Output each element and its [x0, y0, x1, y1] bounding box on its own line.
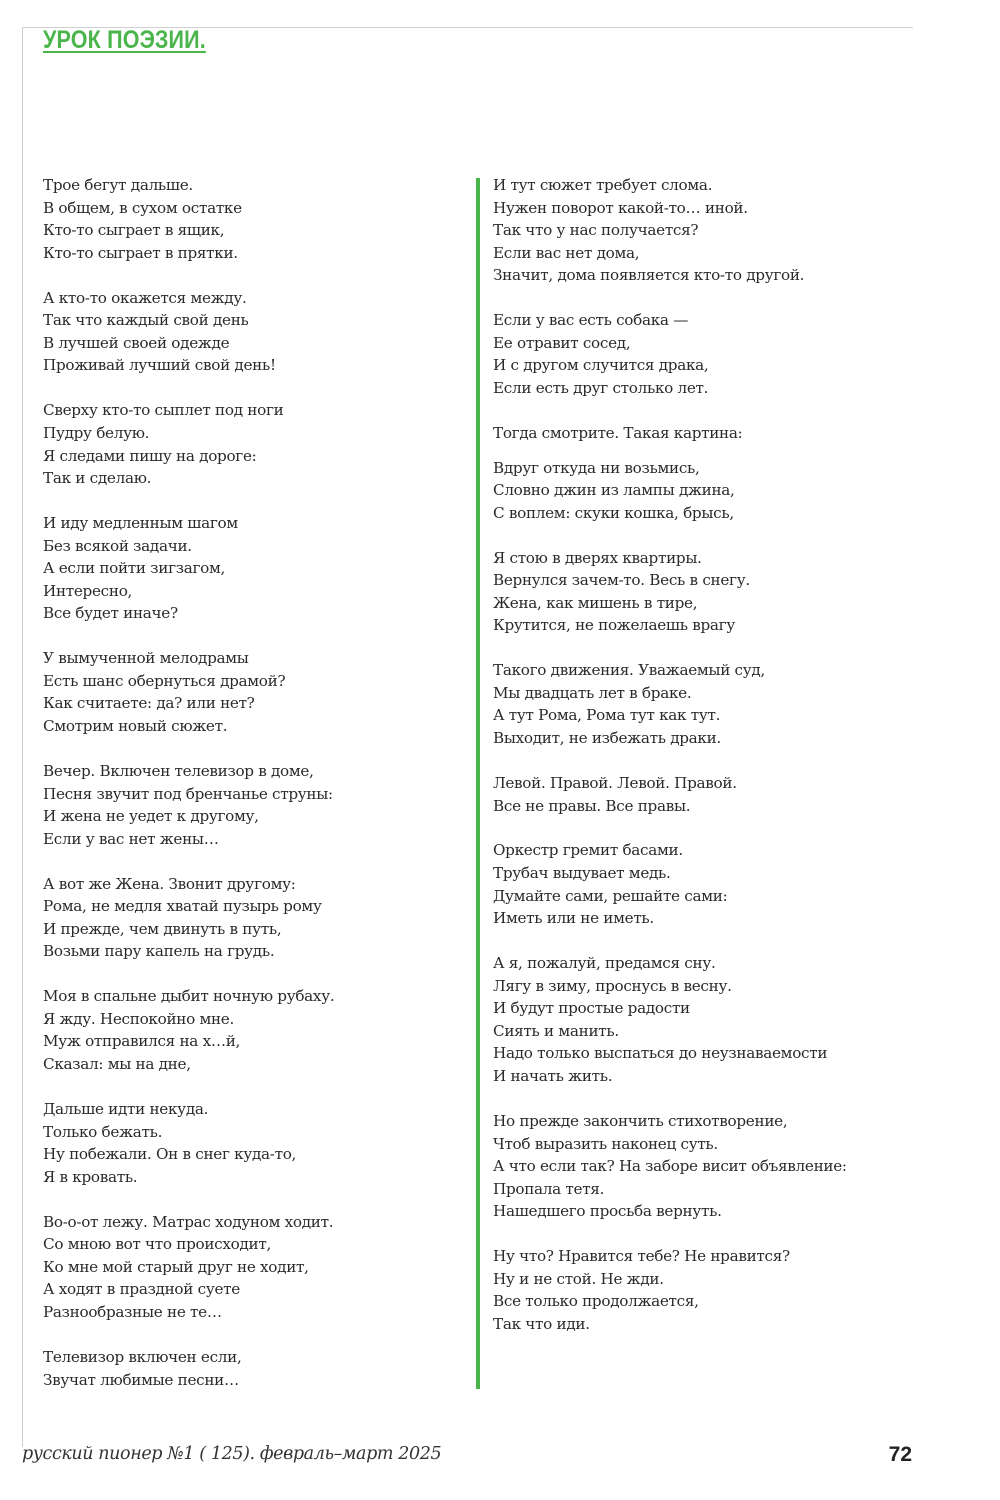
poem-line: Сиять и манить.	[493, 1021, 619, 1040]
poem-line: А что если так? На заборе висит объявление:	[493, 1157, 847, 1176]
poem-line: Надо только выспаться до неузнаваемости	[493, 1044, 828, 1063]
poem-line: Во-о-от лежу. Матрас ходуном ходит.	[43, 1212, 334, 1231]
poem-line: Трубач выдувает медь.	[493, 864, 671, 883]
poem-line: Моя в спальне дыбит ночную рубаху.	[43, 987, 335, 1006]
stanza	[43, 647, 463, 737]
poem-line: Вечер. Включен телевизор в доме,	[43, 761, 314, 780]
stanza	[43, 512, 463, 625]
magazine-credit: русский пионер №1 ( 125). февраль–март 2025	[22, 1444, 442, 1464]
poem-line: Так что иди.	[493, 1315, 590, 1334]
stanza	[493, 839, 933, 929]
stanza	[43, 760, 463, 850]
stanza	[493, 772, 933, 817]
poem-line: Так и сделаю.	[43, 469, 152, 488]
poem-line: Ко мне мой старый друг не ходит,	[43, 1257, 309, 1276]
stanza	[43, 873, 463, 963]
poem-line: Левой. Правой. Левой. Правой.	[493, 773, 737, 792]
poem-line: А вот же Жена. Звонит другому:	[43, 874, 296, 893]
poem-line: А если пойти зигзагом,	[43, 559, 226, 578]
poem-line: Но прежде закончить стихотворение,	[493, 1111, 788, 1130]
poem-line: Трое бегут дальше.	[43, 176, 193, 194]
poem-column-left	[43, 174, 463, 1413]
poem-line: Чтоб выразить наконец суть.	[493, 1134, 718, 1153]
poem-line: А я, пожалуй, предамся сну.	[493, 954, 716, 973]
poem-column-right	[493, 174, 933, 1358]
poem-line: Разнообразные не те…	[43, 1303, 222, 1322]
poem-line: Проживай лучший свой день!	[43, 356, 276, 375]
poem-line: Смотрим новый сюжет.	[43, 717, 228, 736]
stanza	[43, 1098, 463, 1188]
poem-line: Так что у нас получается?	[493, 221, 699, 240]
poem-line: Думайте сами, решайте сами:	[493, 886, 728, 905]
poem-line: А тут Рома, Рома тут как тут.	[493, 706, 721, 725]
poem-line: Ну и не стой. Не жди.	[493, 1269, 664, 1288]
poem-line: Все только продолжается,	[493, 1292, 699, 1311]
stanza	[493, 1110, 933, 1223]
poem-line: Ее отравит сосед,	[493, 333, 631, 352]
poem-line: Возьми пару капель на грудь.	[43, 942, 275, 961]
poem-line: Все не правы. Все правы.	[493, 796, 691, 815]
column-divider-rule	[476, 178, 480, 1389]
poem-line: А ходят в праздной суете	[43, 1280, 240, 1299]
poem-line: Если у вас есть собака —	[493, 311, 689, 330]
poem-line: Я стою в дверях квартиры.	[493, 548, 702, 567]
poem-line: И начать жить.	[493, 1067, 613, 1086]
poem-line: Ну побежали. Он в снег куда-то,	[43, 1145, 297, 1164]
poem-line: Сверху кто-то сыплет под ноги	[43, 401, 284, 420]
page-number: 72	[888, 1443, 912, 1466]
poem-line: Есть шанс обернуться драмой?	[43, 671, 286, 690]
poem-line: Только бежать.	[43, 1122, 163, 1141]
poem-line: Нашедшего просьба вернуть.	[493, 1202, 722, 1221]
stanza	[43, 1346, 463, 1391]
stanza	[43, 985, 463, 1075]
poem-line: Иметь или не иметь.	[493, 909, 654, 928]
poem-line: Значит, дома появляется кто-то другой.	[493, 266, 805, 285]
poem-line: У вымученной мелодрамы	[43, 649, 249, 668]
poem-line: Песня звучит под бренчанье струны:	[43, 784, 333, 803]
poem-line: Если вас нет дома,	[493, 243, 640, 262]
poem-line: Словно джин из лампы джина,	[493, 481, 735, 500]
stanza	[493, 1245, 933, 1335]
poem-line: Без всякой задачи.	[43, 536, 192, 555]
poem-line: И иду медленным шагом	[43, 514, 238, 533]
poem-line: Вдруг откуда ни возьмись,	[493, 458, 700, 477]
poem-line: Со мною вот что происходит,	[43, 1235, 271, 1254]
poem-line: Кто-то сыграет в ящик,	[43, 221, 225, 240]
poem-line: Кто-то сыграет в прятки.	[43, 243, 238, 262]
poem-line: Если у вас нет жены…	[43, 829, 219, 848]
poem-line: Выходит, не избежать драки.	[493, 729, 721, 748]
poem-line: Такого движения. Уважаемый суд,	[493, 661, 765, 680]
poem-line: Жена, как мишень в тире,	[493, 593, 698, 612]
poem-line: И с другом случится драка,	[493, 356, 709, 375]
poem-line: В общем, в сухом остатке	[43, 198, 242, 217]
poem-line: Вернулся зачем-то. Весь в снегу.	[493, 571, 750, 590]
poem-line: Дальше идти некуда.	[43, 1099, 209, 1118]
poem-line: Оркестр гремит басами.	[493, 841, 683, 860]
stanza	[493, 952, 933, 1088]
poem-line: Рома, не медля хватай пузырь рому	[43, 897, 322, 916]
poem-line: Я следами пишу на дороге:	[43, 446, 257, 465]
poem-line: Звучат любимые песни…	[43, 1370, 239, 1389]
stanza	[43, 174, 463, 264]
poem-line: Ну что? Нравится тебе? Не нравится?	[493, 1247, 790, 1266]
stanza	[493, 422, 933, 445]
poem-line: И прежде, чем двинуть в путь,	[43, 919, 282, 938]
poem-line: Мы двадцать лет в браке.	[493, 683, 692, 702]
poem-line: Я в кровать.	[43, 1167, 138, 1186]
poem-line: Нужен поворот какой-то… иной.	[493, 198, 748, 217]
poem-line: Так что каждый свой день	[43, 311, 249, 330]
stanza	[493, 659, 933, 749]
poem-line: Телевизор включен если,	[43, 1347, 242, 1366]
poem-line: Пудру белую.	[43, 423, 150, 442]
poem-line: В лучшей своей одежде	[43, 333, 230, 352]
section-title: УРОК ПОЭЗИИ.	[43, 26, 206, 54]
poem-line: Я жду. Неспокойно мне.	[43, 1009, 235, 1028]
poem-line: Интересно,	[43, 581, 133, 600]
poem-line: Лягу в зиму, проснусь в весну.	[493, 976, 732, 995]
stanza	[493, 547, 933, 637]
stanza	[43, 1211, 463, 1324]
stanza	[43, 287, 463, 377]
poem-line: Все будет иначе?	[43, 604, 178, 623]
poem-line: Тогда смотрите. Такая картина:	[493, 423, 743, 442]
poem-line: И жена не уедет к другому,	[43, 807, 259, 826]
poem-line: Сказал: мы на дне,	[43, 1055, 191, 1074]
poem-line: И будут простые радости	[493, 999, 690, 1018]
left-margin-rule	[22, 27, 23, 1447]
stanza	[43, 399, 463, 489]
poem-line: Пропала тетя.	[493, 1179, 605, 1198]
stanza	[493, 174, 933, 287]
poem-line: И тут сюжет требует слома.	[493, 176, 713, 194]
poem-line: Как считаете: да? или нет?	[43, 694, 255, 713]
stanza	[493, 309, 933, 399]
stanza	[493, 457, 933, 525]
poem-line: А кто-то окажется между.	[43, 288, 247, 307]
poem-line: Если есть друг столько лет.	[493, 379, 709, 398]
poem-line: Муж отправился на х…й,	[43, 1032, 241, 1051]
poem-line: С воплем: скуки кошка, брысь,	[493, 503, 734, 522]
poem-line: Крутится, не пожелаешь врагу	[493, 616, 735, 635]
